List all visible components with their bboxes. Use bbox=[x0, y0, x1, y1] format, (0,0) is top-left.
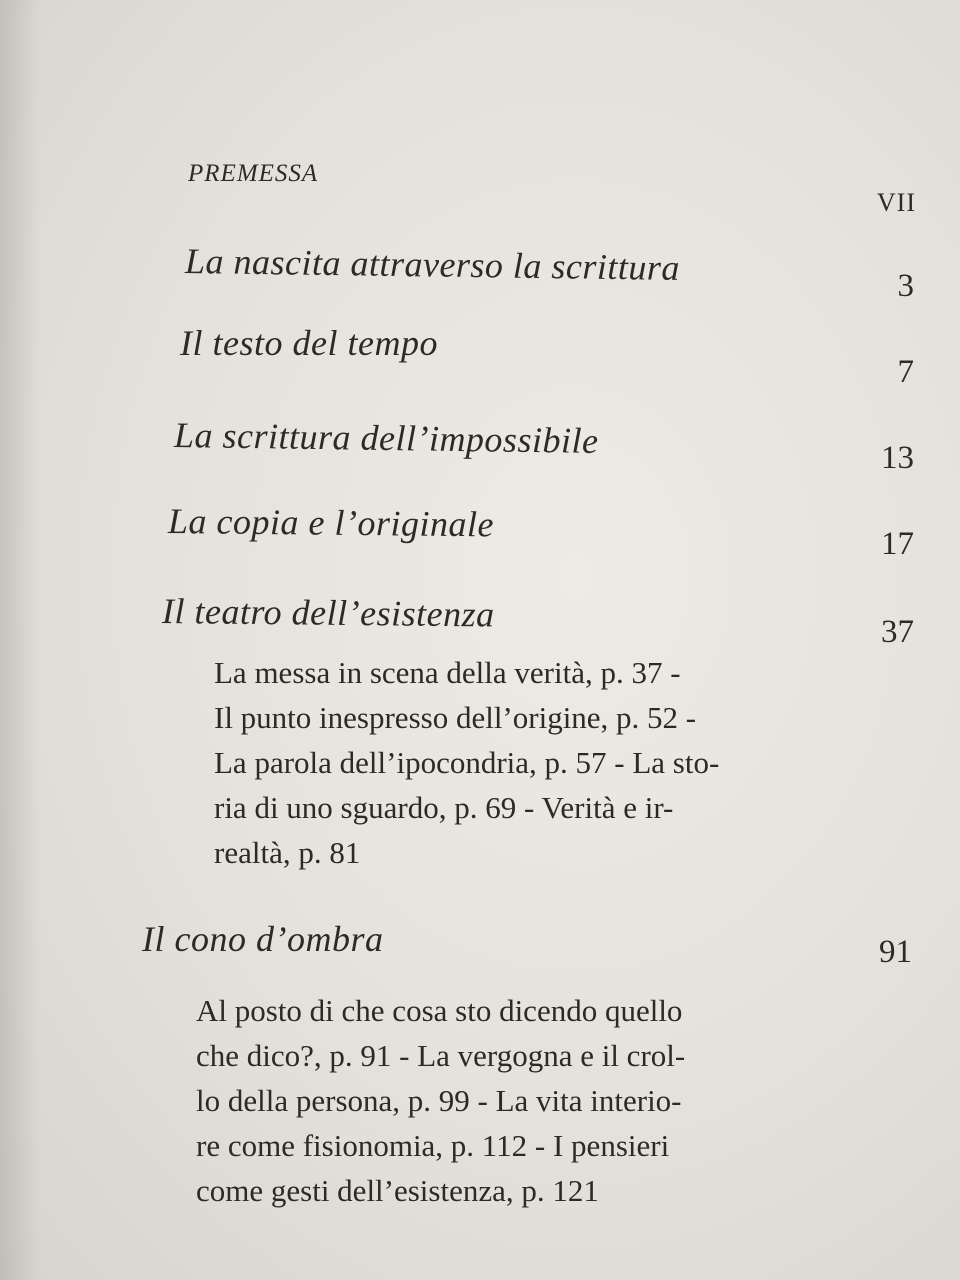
toc-entry-title-cono: Il cono d’ombra bbox=[142, 919, 384, 959]
toc-entry-page-nascita: 3 bbox=[897, 268, 914, 304]
subsection-line: Al posto di che cosa sto dicendo quello bbox=[196, 993, 683, 1028]
toc-subsection-cono bbox=[196, 988, 685, 1213]
toc-entry-title-impossibile: La scrittura dell’impossibile bbox=[173, 415, 599, 461]
toc-entry-page-cono: 91 bbox=[879, 934, 912, 970]
toc-entry-title-premessa: PREMESSA bbox=[188, 160, 319, 187]
subsection-line: lo della persona, p. 99 - La vita interio- bbox=[196, 1083, 682, 1118]
subsection-line: re come fisionomia, p. 112 - I pensieri bbox=[196, 1128, 670, 1163]
subsection-line: Il punto inespresso dell’origine, p. 52 - bbox=[214, 700, 697, 735]
toc-entry-page-teatro: 37 bbox=[881, 614, 914, 650]
toc-entry-page-testo-tempo: 7 bbox=[897, 354, 914, 390]
subsection-line: realtà, p. 81 bbox=[214, 835, 361, 870]
subsection-line: che dico?, p. 91 - La vergogna e il crol- bbox=[196, 1038, 686, 1073]
toc-entry-title-teatro: Il teatro dell’esistenza bbox=[161, 591, 495, 635]
toc-entry-page-impossibile: 13 bbox=[881, 440, 914, 476]
toc-entry-page-premessa: VII bbox=[876, 188, 916, 217]
subsection-line: ria di uno sguardo, p. 69 - Verità e ir- bbox=[214, 790, 674, 825]
subsection-line: La parola dell’ipocondria, p. 57 - La sto- bbox=[214, 745, 720, 780]
toc-entry-page-copia: 17 bbox=[881, 526, 914, 562]
toc-entry-title-copia: La copia e l’originale bbox=[167, 501, 495, 545]
toc-entry-title-testo-tempo: Il testo del tempo bbox=[180, 323, 438, 363]
subsection-line: La messa in scena della verità, p. 37 - bbox=[214, 655, 681, 690]
toc-entry-title-nascita: La nascita attraverso la scrittura bbox=[184, 241, 681, 288]
subsection-line: come gesti dell’esistenza, p. 121 bbox=[196, 1173, 599, 1208]
toc-subsection-teatro bbox=[214, 650, 719, 875]
